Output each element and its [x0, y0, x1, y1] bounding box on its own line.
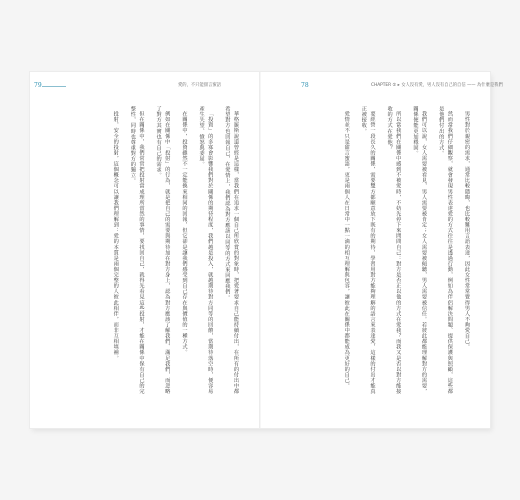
running-header-left: 愛的，不只能甜言蜜語	[178, 83, 221, 88]
paragraph: 愛情並不只是甜言蜜語，更是兩個人在日常中一點一滴的相互理解與包容，讓彼此在關係中都能成為更好的自己。	[343, 111, 350, 389]
page-number-right: 78	[301, 82, 309, 89]
paragraph: 要經營一段長久的關係，需要雙方都願意放下既有的期待，學習用對方能夠理解的語言來表達愛，這樣的付出才能真正被接收。	[360, 106, 376, 395]
body-text-left	[70, 106, 240, 396]
paragraph: 但在關係中，我們常常把投射當成理所當然的事情，要找回自己，就得先看見這些投射，才能在關係中保有自己的完整性，同時也尊重對方的獨立。	[129, 106, 145, 395]
paragraph: 男性對於親密的需求，通常比較隱晦，也比較難用言語表達，因此女性常常覺得男人不夠愛自己。	[464, 111, 470, 350]
paragraph: 所以當我們在關係中感到不被愛時，不妨先停下來問問自己：對方是否正以他的方式在愛我？而我又是否以對方能接收的方式在愛他？	[386, 106, 402, 395]
page-number-left: 79	[34, 82, 42, 89]
book-spread	[30, 72, 503, 428]
left-page	[30, 72, 259, 428]
page-number-rule	[42, 86, 66, 87]
paragraph: 我們可以說，女人需要被看見，男人需要被肯定；女人需要被傾聽，男人需要被信任。若彼此都能理解對方的需要，關係便能更加穩固。	[412, 106, 428, 395]
paragraph: 例如在關係中「投射」的行為，就是把自己的需要與期待加在對方身上，認為對方應該了解我們、滿足我們，而忽略了對方其實也有自己的需求。	[155, 106, 171, 395]
paragraph: 在關係中，投資雖然不一定能換來相同的回報，但它卻是讓我們感受到自己存在與價值的一種方式。	[181, 111, 188, 356]
paragraph: 「投資」的多寡會影響我們對於關係的期待程度，我們越是投入，就越期待對方同等的回饋，當期待落空時，便容易產生失望、憤怒與委屈。	[198, 106, 214, 395]
paragraph: 華格羅斯說道曾經是這樣，當我們在追求一個自己所欣賞的對象時，把愛著要求自己能持續付出，在所有的付出中都希望對方也回報自己，在愛情上，我們認為對方應該以同等的方式來回應我們。	[224, 106, 239, 395]
right-page	[261, 72, 503, 428]
paragraph: 投射，安全的投射，這個概念可以讓我們理解到：愛的本質是兩個完整的人彼此相伴，而非互相填補。	[112, 111, 119, 361]
running-header-right: CHAPTER ② ▸ 女人沒有愛，男人沒有自己的自信 —— 為什麼是我們	[371, 83, 503, 88]
body-text-right	[271, 106, 471, 396]
paragraph: 然而當我們仔細觀察，就會發現男性表達愛的方式往往是透過行動，例如為伴侶解決問題、提供保護與照顧，這些都是他們付出的方式。	[438, 106, 453, 395]
